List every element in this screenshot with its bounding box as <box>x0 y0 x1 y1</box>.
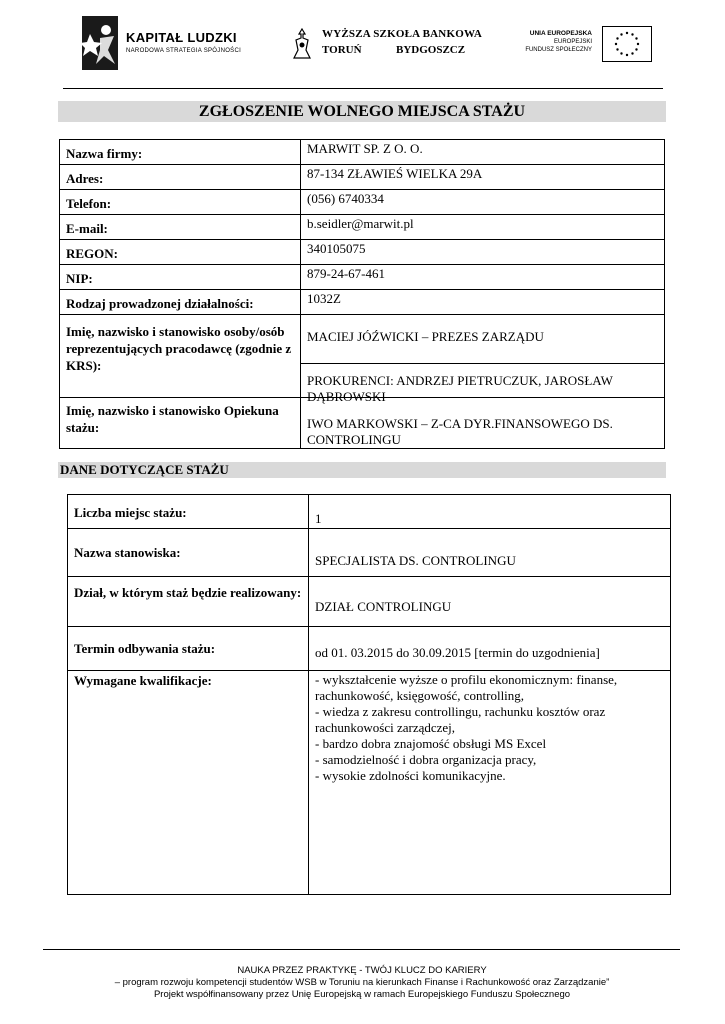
eu-line2: EUROPEJSKI <box>553 39 592 45</box>
qualification-item: - samodzielność i dobra organizacja pracy, <box>315 752 537 767</box>
activity-label: Rodzaj prowadzonej działalności: <box>60 290 301 315</box>
internship-details-table <box>67 494 671 895</box>
header-logos <box>78 14 658 76</box>
supervisor-value: IWO MARKOWSKI – Z-CA DYR.FINANSOWEGO DS. CONTROLINGU <box>301 398 665 449</box>
nip-value: 879-24-67-461 <box>301 265 665 290</box>
wsb-city-bydgoszcz: BYDGOSZCZ <box>396 44 466 56</box>
company-name-value: MARWIT SP. Z O. O. <box>301 140 665 165</box>
address-value: 87-134 ZŁAWIEŚ WIELKA 29A <box>301 165 665 190</box>
qualification-item: - wykształcenie wyższe o profilu ekonomicznym: finanse, rachunkowość, księgowość, controlling, <box>315 672 618 703</box>
representative-2: PROKURENCI: ANDRZEJ PIETRUCZUK, JAROSŁAW DĄBROWSKI <box>301 363 664 397</box>
nip-label: NIP: <box>60 265 301 290</box>
activity-value: 1032Z <box>301 290 665 315</box>
department-value: DZIAŁ CONTROLINGU <box>309 577 671 627</box>
table-row <box>60 165 665 190</box>
wsb-logo <box>290 24 483 68</box>
position-label: Nazwa stanowiska: <box>68 529 309 577</box>
kapital-ludzki-title: KAPITAŁ LUDZKI <box>126 30 237 45</box>
eu-line1: UNIA EUROPEJSKA <box>529 30 592 37</box>
footer-line-1: NAUKA PRZEZ PRAKTYKĘ - TWÓJ KLUCZ DO KARIERY <box>237 965 487 976</box>
eu-logo <box>498 26 658 66</box>
regon-value: 340105075 <box>301 240 665 265</box>
eu-line3: FUNDUSZ SPOŁECZNY <box>525 47 592 53</box>
table-row <box>68 529 671 577</box>
footer-divider <box>43 949 680 950</box>
term-value: od 01. 03.2015 do 30.09.2015 [termin do uzgodnienia] <box>309 627 671 671</box>
qualifications-label: Wymagane kwalifikacje: <box>68 671 309 895</box>
footer <box>40 965 684 1001</box>
qualification-item: - wiedza z zakresu controllingu, rachunku kosztów oraz rachunkowości zarządczej, <box>315 704 606 735</box>
table-row <box>68 495 671 529</box>
supervisor-label: Imię, nazwisko i stanowisko Opiekuna stażu: <box>60 398 301 449</box>
table-row <box>60 190 665 215</box>
term-label: Termin odbywania stażu: <box>68 627 309 671</box>
table-row <box>68 671 671 895</box>
footer-line-2: – program rozwoju kompetencji studentów WSB w Toruniu na kierunkach Finanse i Rachunkowość oraz Zarządzanie” <box>114 977 610 988</box>
table-row <box>60 140 665 165</box>
wsb-name: WYŻSZA SZKOŁA BANKOWA <box>322 28 483 40</box>
representative-1: MACIEJ JÓŹWICKI – PREZES ZARZĄDU <box>307 329 544 344</box>
table-row <box>60 315 665 398</box>
qualifications-value <box>309 671 671 895</box>
places-label: Liczba miejsc stażu: <box>68 495 309 529</box>
places-value: 1 <box>309 495 671 529</box>
table-row <box>60 398 665 449</box>
table-row <box>60 265 665 290</box>
kapital-ludzki-logo <box>82 16 242 72</box>
kapital-ludzki-emblem-icon <box>82 16 118 70</box>
table-row <box>68 577 671 627</box>
header-divider <box>63 88 663 89</box>
regon-label: REGON: <box>60 240 301 265</box>
position-value: SPECJALISTA DS. CONTROLINGU <box>309 529 671 577</box>
qualification-item: - wysokie zdolności komunikacyjne. <box>315 768 506 783</box>
address-label: Adres: <box>60 165 301 190</box>
department-label: Dział, w którym staż będzie realizowany: <box>68 577 309 627</box>
footer-line-3: Projekt współfinansowany przez Unię Europejską w ramach Europejskiego Funduszu Społecznego <box>153 989 571 1000</box>
wsb-crest-icon <box>290 28 314 60</box>
table-row <box>60 215 665 240</box>
section-title: DANE DOTYCZĄCE STAŻU <box>58 462 666 478</box>
kapital-ludzki-subtitle: NARODOWA STRATEGIA SPÓJNOŚCI <box>126 48 242 54</box>
table-row <box>60 240 665 265</box>
document-title: ZGŁOSZENIE WOLNEGO MIEJSCA STAŻU <box>58 101 666 122</box>
company-name-label: Nazwa firmy: <box>60 140 301 165</box>
company-details-table <box>59 139 665 449</box>
representatives-label: Imię, nazwisko i stanowisko osoby/osób reprezentujących pracodawcę (zgodnie z KRS): <box>60 315 301 398</box>
eu-text <box>525 30 592 54</box>
qualification-item: - bardzo dobra znajomość obsługi MS Excel <box>315 736 547 751</box>
phone-value: (056) 6740334 <box>301 190 665 215</box>
representatives-cell <box>301 315 665 404</box>
eu-flag-icon <box>602 26 652 62</box>
phone-label: Telefon: <box>60 190 301 215</box>
wsb-city-torun: TORUŃ <box>322 44 362 56</box>
table-row <box>60 290 665 315</box>
email-label: E-mail: <box>60 215 301 240</box>
table-row <box>68 627 671 671</box>
email-value: b.seidler@marwit.pl <box>301 215 665 240</box>
